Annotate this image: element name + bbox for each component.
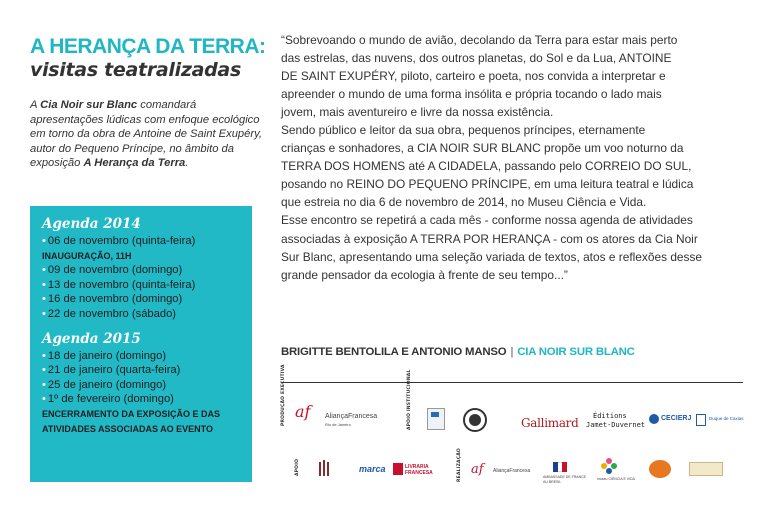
intro-company: Cia Noir sur Blanc [40, 99, 138, 111]
agenda-2014-title: Agenda 2014 [42, 216, 141, 232]
agenda-closing-2: ATIVIDADES ASSOCIADAS AO EVENTO [42, 423, 214, 434]
af-icon: af [471, 462, 484, 477]
orange-logo-icon [649, 460, 671, 478]
quote-line: TERRA DOS HOMENS até A CIDADELA, passando pelo CORREIO DO SUL, [281, 159, 692, 174]
quote-line: apreender o mundo de uma forma insólita e própria tocando o lado mais [281, 87, 662, 102]
label-apoio-institucional: APOIO INSTITUCIONAL [407, 369, 412, 430]
title-block [30, 36, 270, 82]
agenda-item: • 09 de novembro (domingo) [42, 264, 183, 277]
duque-logo: Duque de Caxias [709, 416, 744, 421]
institutional-logo [427, 408, 445, 430]
quote-line: grande pensador da ecologia à frente de seu tempo...” [281, 267, 568, 282]
quote-line: associadas à exposição A TERRA POR HERANÇA - com os atores da Cia Noir [281, 231, 698, 246]
bullet-icon: • [42, 393, 46, 406]
jamet-logo-2: Jamet-Duvernet [586, 421, 646, 429]
badge-logo-icon [689, 462, 723, 476]
page-title: A HERANÇA DA TERRA: [30, 35, 266, 58]
af-name: AliançaFrancesa [325, 413, 378, 420]
quote-line: posando no REINO DO PEQUENO PRÍNCIPE, em uma leitura teatral e lúdica [281, 177, 694, 192]
divider [281, 382, 743, 383]
agenda-box [30, 206, 252, 482]
credits-company: CIA NOIR SUR BLANC [517, 346, 635, 358]
flag-icon [431, 412, 439, 417]
seal-icon [463, 408, 487, 432]
bullet-icon: • [42, 307, 46, 320]
credits-line [281, 346, 635, 358]
agenda-item: • 25 de janeiro (domingo) [42, 378, 167, 391]
book-icon [393, 463, 403, 475]
intro-exhibition: A Herança da Terra [83, 157, 186, 170]
agenda-item: • 06 de novembro (quinta-feira) [42, 235, 196, 247]
agenda-item: • 13 de novembro (quinta-feira) [42, 278, 196, 291]
bullet-icon: • [42, 349, 46, 362]
museu-logo: museu CIÊNCIA E VIDA [597, 477, 635, 481]
agenda-inauguration: INAUGURAÇÃO, 11H [42, 250, 132, 261]
bullet-icon: • [42, 378, 46, 391]
bullet-icon: • [42, 293, 46, 306]
agenda-item: • 1º de fevereiro (domingo) [42, 393, 174, 406]
quote-line: Sur Blanc, apresentando uma seleção variada de textos, atos e reflexões desse [281, 249, 703, 264]
page-subtitle: visitas teatralizadas [30, 59, 241, 81]
french-flag-icon [553, 462, 567, 472]
label-producao: PRODUÇÃO EXECUTIVA [281, 364, 286, 426]
agenda-item: • 21 de janeiro (quarta-feira) [42, 364, 181, 377]
credits-authors: BRIGITTE BENTOLILA E ANTONIO MANSO [281, 346, 507, 358]
livraria-logo: LIVRARIA FRANCESA [405, 464, 433, 476]
quote-line: crianças e sonhadores, a CIA NOIR SUR BLANC propõe um voo noturno da [281, 141, 684, 156]
af-icon: af [295, 402, 311, 421]
gallimard-logo: Gallimard [521, 416, 579, 430]
quote-line: jovem, mais aventureiro e livre da nossa existência. [281, 105, 554, 120]
agenda-item: • 18 de janeiro (domingo) [42, 349, 167, 362]
sponsor-logos [281, 364, 744, 496]
label-realizacao: REALIZAÇÃO [457, 448, 462, 482]
alianca-francesa-logo [295, 402, 310, 422]
alianca-francesa-logo-2 [471, 460, 484, 478]
quote-line: das estrelas, das nuvens, dos outros planetas, do Sol e da Lua, ANTOINE [281, 51, 672, 66]
af-sub: Rio de Janeiro [325, 422, 351, 427]
credits-separator: | [510, 346, 514, 358]
bullet-icon: • [42, 264, 46, 277]
intro-text-1: A [30, 99, 41, 111]
intro-text-3: . [185, 157, 189, 170]
agenda-closing-1: ENCERRAMENTO DA EXPOSIÇÃO E DAS [42, 408, 221, 419]
jamet-logo-1: Éditions [593, 412, 627, 420]
ambassade-logo: AMBASSADE DE FRANCE AU BRÉSIL [543, 475, 586, 484]
cecierj-icon [649, 414, 659, 424]
intro-paragraph [30, 98, 262, 171]
quote-line: DE SAINT EXUPÉRY, piloto, carteiro e poeta, nos convida a interpretar e [281, 69, 666, 84]
quote-line: “Sobrevoando o mundo de avião, decolando da Terra para estar mais perto [281, 33, 678, 47]
cecierj-logo: CECIERJ [661, 415, 692, 422]
agenda-2015-title: Agenda 2015 [42, 330, 141, 347]
marca-logo: marca [359, 464, 386, 474]
label-apoio: APOIO [295, 458, 300, 476]
bullet-icon: • [42, 278, 46, 291]
museu-icon [601, 458, 617, 474]
bullet-icon: • [42, 235, 46, 247]
quote-line: que estreia no dia 6 de novembro de 2014, no Museu Ciência e Vida. [281, 195, 647, 210]
duque-icon [696, 414, 706, 426]
agenda-item: • 16 de novembro (domingo) [42, 293, 183, 306]
agenda-item: • 22 de novembro (sábado) [42, 307, 177, 320]
quote-line: Sendo público e leitor da sua obra, pequenos príncipes, eternamente [281, 123, 646, 138]
quote-line: Esse encontro se repetirá a cada mês - conforme nossa agenda de atividades [281, 213, 693, 228]
bullet-icon: • [42, 364, 46, 377]
af-name-2: AliançaFrancesa [493, 468, 531, 474]
quote-text [281, 31, 749, 284]
columns-icon [319, 460, 333, 476]
intro-text-2: comandará apresentações lúdicas com enfoque ecológico em torno da obra de Antoine de Saint Exupéry, autor do Pequeno Príncipe, no âmbito da exposição [30, 99, 262, 170]
